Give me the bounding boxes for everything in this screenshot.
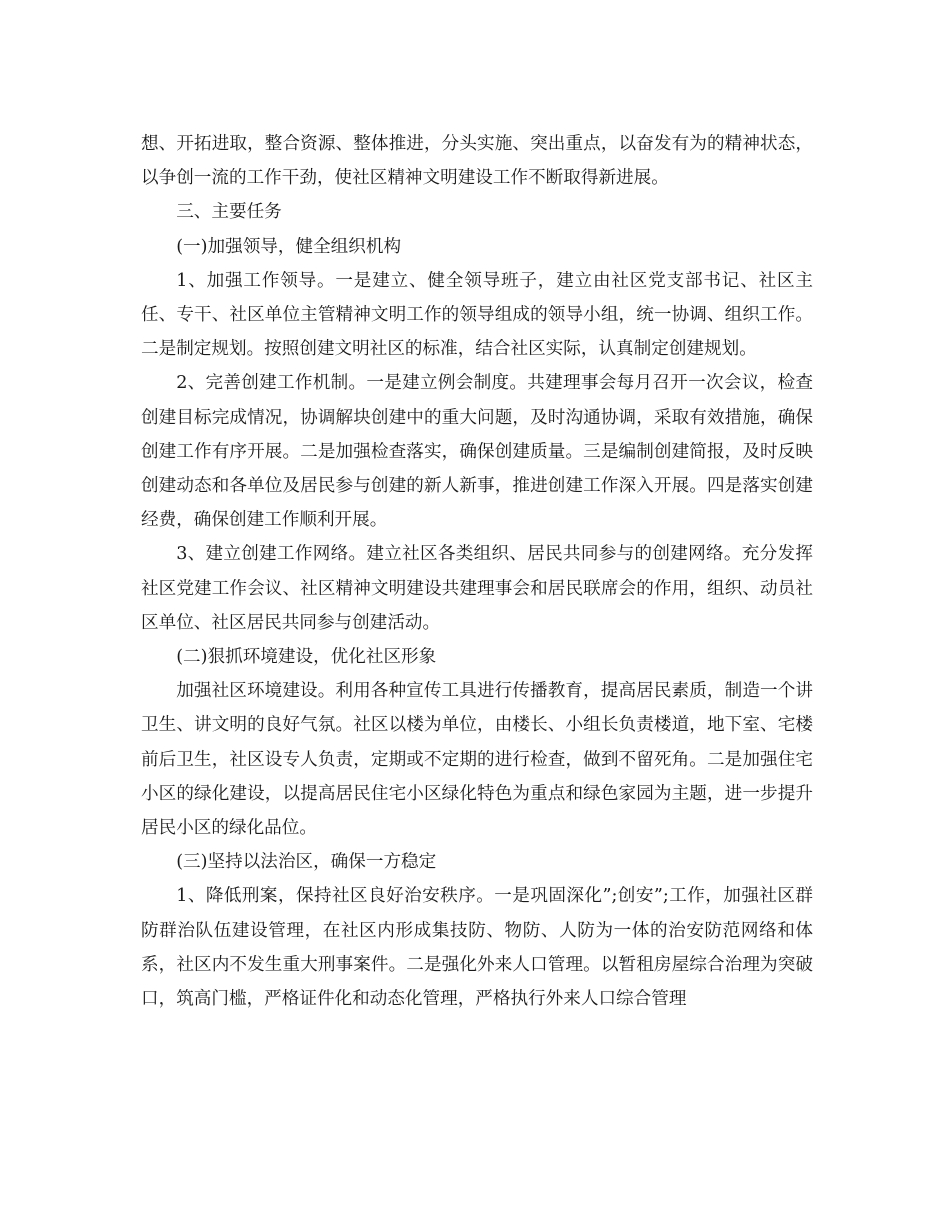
paragraph: 2、完善创建工作机制。一是建立例会制度。共建理事会每月召开一次会议，检查创建目标完成情况，协调解块创建中的重大问题，及时沟通协调，采取有效措施，确保创建工作有序开展。二是加强检查落实，确保创建质量。三是编制创建简报，及时反映创建动态和各单位及居民参与创建的新人新事，推进创建工作深入开展。四是落实创建经费，确保创建工作顺利开展。 bbox=[141, 373, 813, 531]
section-heading: 三、主要任务 bbox=[176, 202, 282, 223]
subsection-heading: (二)狠抓环境建设，优化社区形象 bbox=[176, 647, 437, 668]
paragraph: 1、加强工作领导。一是建立、健全领导班子，建立由社区党支部书记、社区主任、专干、社区单位主管精神文明工作的领导组成的领导小组，统一协调、组织工作。二是制定规划。按照创建文明社区的标准，结合社区实际，认真制定创建规划。 bbox=[141, 270, 813, 360]
paragraph: 3、建立创建工作网络。建立社区各类组织、居民共同参与的创建网络。充分发挥社区党建工作会议、社区精神文明建设共建理事会和居民联席会的作用，组织、动员社区单位、社区居民共同参与创建活动。 bbox=[141, 544, 813, 633]
document-body bbox=[141, 127, 813, 1016]
subsection-heading: (三)坚持以法治区，确保一方稳定 bbox=[176, 852, 437, 873]
subsection-heading: (一)加强领导，健全组织机构 bbox=[176, 236, 402, 257]
paragraph: 1、降低刑案，保持社区良好治安秩序。一是巩固深化”;创安”;工作，加强社区群防群治队伍建设管理，在社区内形成集技防、物防、人防为一体的治安防范网络和体系，社区内不发生重大刑事案件。二是强化外来人口管理。以暂租房屋综合治理为突破口，筑高门槛，严格证件化和动态化管理，严格执行外来人口综合管理 bbox=[141, 886, 813, 1010]
paragraph: 加强社区环境建设。利用各种宣传工具进行传播教育，提高居民素质，制造一个讲卫生、讲文明的良好气氛。社区以楼为单位，由楼长、小组长负责楼道，地下室、宅楼前后卫生，社区设专人负责，定期或不定期的进行检查，做到不留死角。二是加强住宅小区的绿化建设，以提高居民住宅小区绿化特色为重点和绿色家园为主题，进一步提升居民小区的绿化品位。 bbox=[141, 681, 813, 839]
paragraph: 想、开拓进取，整合资源、整体推进，分头实施、突出重点，以奋发有为的精神状态，以争创一流的工作干劲，使社区精神文明建设工作不断取得新进展。 bbox=[141, 134, 813, 189]
